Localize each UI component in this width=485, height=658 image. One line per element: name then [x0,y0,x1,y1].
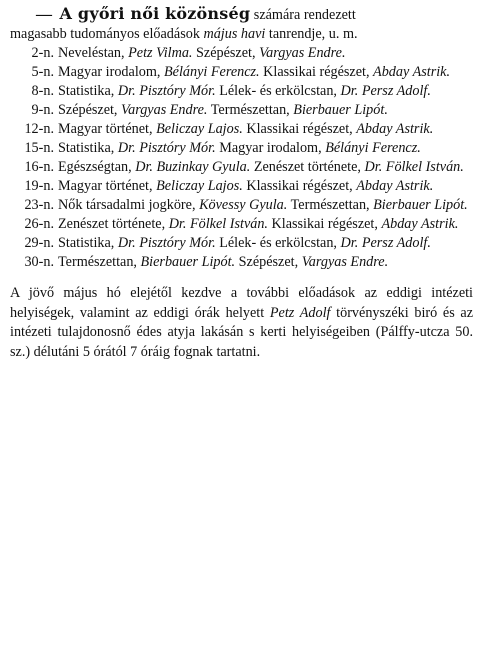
subject-text: Statistika, [58,83,118,99]
lecturer-name: Dr. Pisztóry Mór. [117,83,216,99]
schedule-entry [10,82,479,101]
heading-title: A győri női közönség [59,4,251,23]
heading [10,4,479,25]
subject-text: Zenészet története, [58,216,169,232]
entry-date: 2-n. [31,45,54,61]
entry-text [58,234,479,253]
schedule-entry [10,215,479,234]
lecturer-name: Kövessy Gyula. [199,197,288,213]
subject-text: Klassikai régészet, [242,121,357,137]
entry-date: 26-n. [24,216,54,232]
subject-text: Statistika, [58,140,118,156]
subject-text: Szépészet, [58,102,122,118]
schedule-entry [10,177,479,196]
footer-paragraph [10,284,473,362]
schedule-entry [10,44,479,63]
subject-text: Magyar irodalom, [215,140,326,156]
entry-date: 19-n. [24,178,54,194]
subject-text: Magyar történet, [58,121,157,137]
lecturer-name: Petz Vilma. [128,45,193,61]
entry-text [58,139,479,158]
lecturer-name: Vargyas Endre. [259,45,346,61]
subject-text: Magyar történet, [58,178,157,194]
lecturer-name: Abday Astrik. [356,178,434,194]
lecturer-name: Dr. Persz Adolf. [340,235,431,251]
entry-text [58,158,479,177]
schedule-entry [10,101,479,120]
subject-text: Természettan, [58,254,141,270]
lecturer-name: Dr. Fölkel István. [364,159,464,175]
subject-text: Természettan, [287,197,374,213]
subject-text: Klassikai régészet, [267,216,382,232]
entry-date: 23-n. [24,197,54,213]
lecturer-name: Dr. Fölkel István. [168,216,268,232]
entry-date: 16-n. [24,159,54,175]
subject-text: Természettan, [207,102,294,118]
schedule-entry [10,63,479,82]
lecturer-name: Bélányi Ferencz. [325,140,421,156]
heading-line2-b: tanrendje, u. m. [268,26,358,42]
entry-text [58,253,479,272]
subject-text: Lélek- és erkölcstan, [215,83,341,99]
heading-dash: — [36,6,52,23]
schedule-entry [10,139,479,158]
schedule-entry [10,253,479,272]
heading-line1-rest: számára rendezett [253,7,356,23]
footer-text: törvényszéki biró és az intézeti tulajdonosnő édes atyja lakásán s kerti helyiségeiben (Pálffy-utcza 50. sz.) délutáni 5 órától 7 óráig fognak tartatni. [10,304,473,360]
schedule-entry [10,120,479,139]
heading-line2-a: magasabb tudományos előadások [10,26,200,42]
entry-date: 5-n. [31,64,54,80]
entry-text [58,120,479,139]
lecturer-name: Bélányi Ferencz. [163,64,260,80]
subject-text: Lélek- és erkölcstan, [215,235,341,251]
heading-line2 [10,25,479,44]
lecturer-name: Vargyas Endre. [121,102,208,118]
schedule-entry [10,234,479,253]
subject-text: Szépészet, [192,45,260,61]
lecturer-name: Beliczay Lajos. [156,121,243,137]
schedule-entry [10,158,479,177]
lecturer-name: Abday Astrik. [373,64,451,80]
schedule-entry [10,196,479,215]
schedule-list [10,44,479,272]
subject-text: Zenészet története, [250,159,365,175]
entry-text [58,82,479,101]
entry-date: 9-n. [31,102,54,118]
entry-date: 15-n. [24,140,54,156]
heading-line2-italic: május havi [203,26,266,42]
lecturer-name: Abday Astrik. [356,121,434,137]
entry-text [58,215,479,234]
footer-name: Petz Adolf [269,304,331,321]
subject-text: Szépészet, [235,254,302,270]
entry-text [58,177,479,196]
subject-text: Klassikai régészet, [242,178,357,194]
lecturer-name: Dr. Buzinkay Gyula. [135,159,251,175]
entry-date: 29-n. [24,235,54,251]
lecturer-name: Bierbauer Lipót. [293,102,388,118]
lecturer-name: Dr. Pisztóry Mór. [117,140,216,156]
subject-text: Egészségtan, [58,159,136,175]
subject-text: Nők társadalmi jogköre, [58,197,200,213]
lecturer-name: Bierbauer Lipót. [140,254,236,270]
lecturer-name: Dr. Pisztóry Mór. [117,235,216,251]
entry-text [58,63,479,82]
lecturer-name: Bierbauer Lipót. [373,197,468,213]
entry-date: 8-n. [31,83,54,99]
lecturer-name: Beliczay Lajos. [156,178,243,194]
lecturer-name: Abday Astrik. [381,216,459,232]
lecturer-name: Vargyas Endre. [301,254,389,270]
entry-text [58,196,479,215]
entry-date: 12-n. [24,121,54,137]
subject-text: Statistika, [58,235,118,251]
subject-text: Magyar irodalom, [58,64,164,80]
subject-text: Klassikai régészet, [259,64,374,80]
entry-date: 30-n. [24,254,54,270]
footer-text: A jövő május hó elejétől kezdve a további előadások az eddigi intézeti helyiségek, valamint az eddigi órák helyett [10,285,473,321]
subject-text: Neveléstan, [58,45,129,61]
footer-notice [10,284,479,362]
entry-text [58,101,479,120]
entry-text [58,44,479,63]
lecturer-name: Dr. Persz Adolf. [340,83,431,99]
